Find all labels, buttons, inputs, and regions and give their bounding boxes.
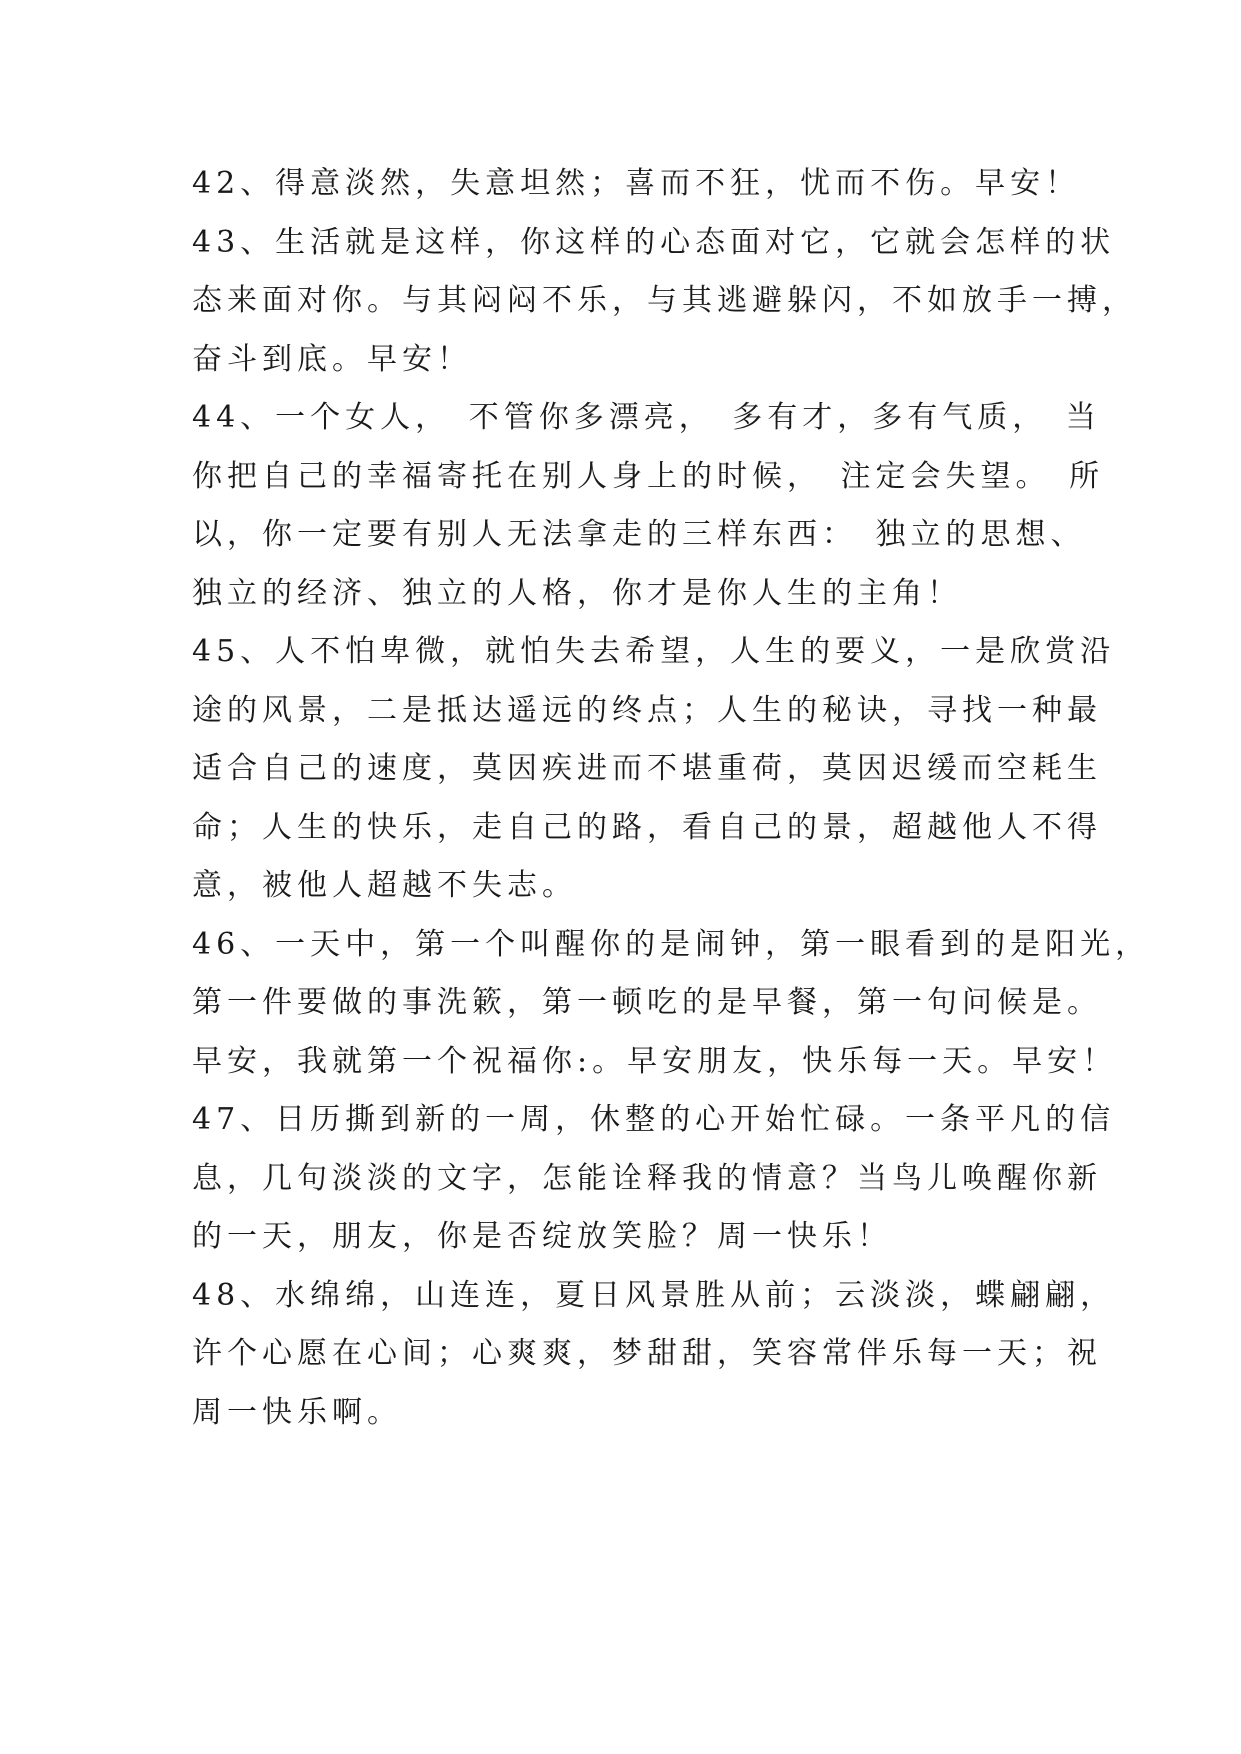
text-line: 独立的经济、独立的人格，你才是你人生的主角！	[192, 575, 962, 611]
text-line: 的一天，朋友，你是否绽放笑脸？周一快乐！	[192, 1219, 892, 1254]
text-line: 意，被他人超越不失志。	[192, 868, 577, 903]
text-line: 42、得意淡然，失意坦然；喜而不狂，忧而不伤。早安！	[192, 166, 1081, 201]
text-line: 43、生活就是这样，你这样的心态面对它，它就会怎样的状	[192, 224, 1116, 260]
text-line: 以，你一定要有别人无法拿走的三样东西： 独立的思想、	[192, 517, 1086, 552]
text-line: 你把自己的幸福寄托在别人身上的时候， 注定会失望。 所	[192, 458, 1105, 494]
text-line: 奋斗到底。早安！	[192, 341, 472, 377]
text-line: 46、一天中，第一个叫醒你的是闹钟，第一眼看到的是阳光，	[192, 926, 1151, 962]
text-line: 第一件要做的事洗簌，第一顿吃的是早餐，第一句问候是。	[192, 985, 1102, 1020]
text-line: 途的风景，二是抵达遥远的终点；人生的秘诀，寻找一种最	[192, 692, 1102, 728]
text-line: 早安，我就第一个祝福你:。早安朋友，快乐每一天。早安！	[192, 1043, 1118, 1079]
text-line: 息，几句淡淡的文字，怎能诠释我的情意？当鸟儿唤醒你新	[192, 1160, 1102, 1196]
text-line: 命；人生的快乐，走自己的路，看自己的景，超越他人不得	[192, 809, 1102, 845]
text-line: 周一快乐啊。	[192, 1394, 402, 1430]
text-line: 态来面对你。与其闷闷不乐，与其逃避躲闪，不如放手一搏，	[192, 283, 1137, 318]
text-line: 45、人不怕卑微，就怕失去希望，人生的要义，一是欣赏沿	[192, 634, 1116, 669]
text-line: 44、一个女人， 不管你多漂亮， 多有才，多有气质， 当	[192, 400, 1101, 435]
text-line: 47、日历撕到新的一周，休整的心开始忙碌。一条平凡的信	[192, 1102, 1116, 1137]
text-line: 48、水绵绵，山连连，夏日风景胜从前；云淡淡，蝶翩翩，	[192, 1277, 1116, 1313]
text-line: 适合自己的速度，莫因疾进而不堪重荷，莫因迟缓而空耗生	[192, 751, 1102, 786]
text-line: 许个心愿在心间；心爽爽，梦甜甜，笑容常伴乐每一天；祝	[192, 1336, 1102, 1371]
document-body	[192, 155, 1151, 1442]
